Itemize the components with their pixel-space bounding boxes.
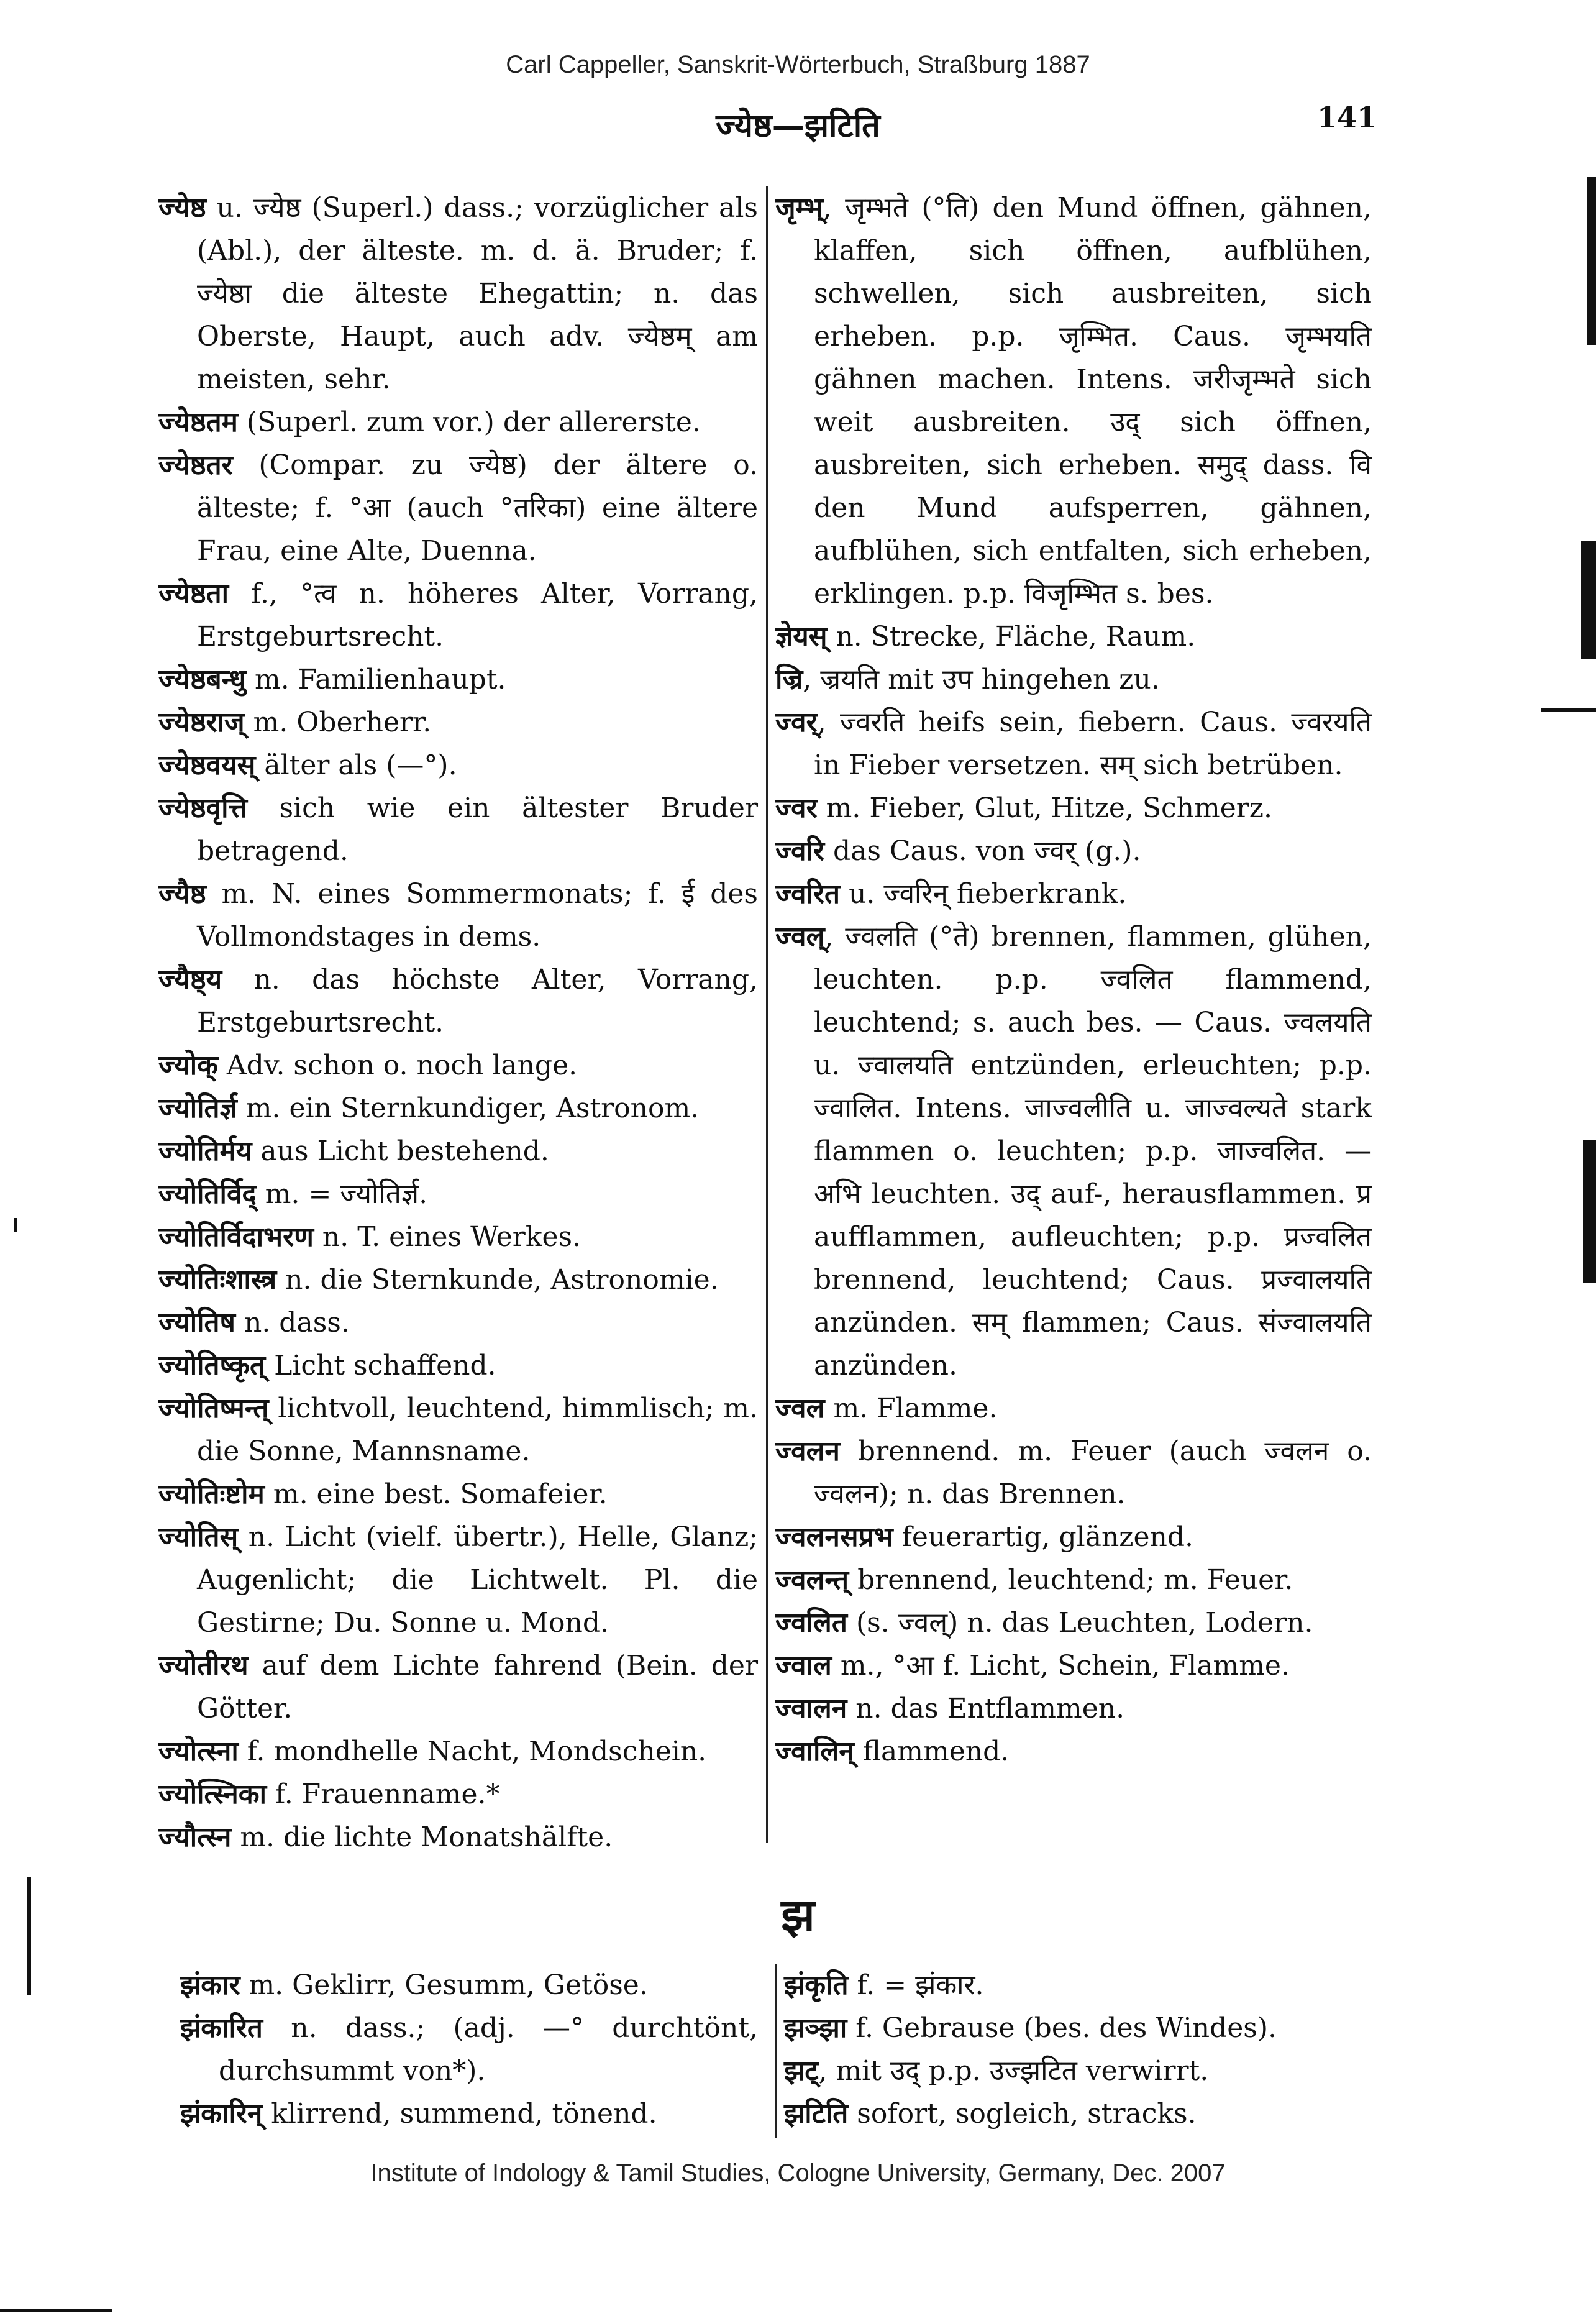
- dictionary-entry: [784, 1964, 1380, 2007]
- entry-definition: , ज्वलति (°ते) brennen, flammen, glühen, leuchten. p.p. ज्वलित flammend, leuchtend; s. auch bes. — Caus. ज्वलयति u. ज्वालयति entzünden, erleuchten; p.p. ज्वालित. Intens. जाज्वलीति u. जाज्वल्यते stark flammen o. leuchten; p.p. जाज्वलित. — अभि leuchten. उद् auf-, herausflammen. प्र aufflammen, aufleuchten; p.p. प्रज्वलित brennend, leuchtend; Caus. प्रज्वालयति anzünden. सम् flammen; Caus. संज्वालयति anzünden.: [814, 921, 1372, 1381]
- entry-definition: das Caus. von ज्वर् (g.).: [824, 835, 1141, 867]
- entry-headword: झंकारित: [180, 2012, 263, 2044]
- entry-headword: ज्योत्स्निका: [158, 1779, 267, 1810]
- dictionary-entry: [158, 1087, 758, 1130]
- margin-mark: [1581, 541, 1596, 659]
- entry-definition: m. die lichte Monatshälfte.: [231, 1821, 613, 1853]
- dictionary-entry: [158, 1044, 758, 1087]
- dictionary-entry: [775, 1644, 1372, 1687]
- entry-headword: ज्येष्ठवृत्ति: [158, 792, 247, 824]
- entry-headword: ज्येष्ठता: [158, 578, 229, 610]
- entry-definition: n. T. eines Werkes.: [313, 1221, 581, 1253]
- dictionary-entry: [158, 744, 758, 787]
- dictionary-entry: [158, 658, 758, 701]
- entry-headword: ज्योतिःष्टोम: [158, 1478, 265, 1510]
- entry-headword: ज्योत्स्ना: [158, 1736, 239, 1767]
- dictionary-entry: [158, 1816, 758, 1859]
- entry-definition: n. Licht (vielf. übertr.), Helle, Glanz; Augenlicht; die Lichtwelt. Pl. die Gestirne; Du. Sonne u. Mond.: [197, 1521, 758, 1639]
- entry-headword: झट्: [784, 2055, 819, 2087]
- entry-definition: n. dass.; (adj. —° durchtönt, durchsummt von*).: [219, 2012, 758, 2087]
- entry-headword: ज्योतिर्विद्: [158, 1178, 257, 1210]
- entry-headword: ज्वर्: [775, 707, 818, 738]
- dictionary-entry: [775, 615, 1372, 658]
- entry-headword: ज्वरित: [775, 878, 841, 910]
- section-letter: झ: [781, 1888, 815, 1941]
- entry-definition: lichtvoll, leuchtend, himmlisch; m. die Sonne, Mannsname.: [197, 1393, 758, 1467]
- entry-headword: ज्वल: [775, 1393, 825, 1424]
- entry-headword: ज्ञेयस्: [775, 621, 828, 652]
- entry-definition: , ज्रयति mit उप hingehen zu.: [803, 664, 1160, 695]
- dictionary-entry: [158, 1301, 758, 1344]
- dictionary-entry: [158, 1516, 758, 1644]
- margin-mark: [1583, 1140, 1596, 1283]
- dictionary-entry: [158, 1473, 758, 1516]
- margin-mark: [0, 2309, 112, 2312]
- entry-definition: , ज्वरति heifs sein, fiebern. Caus. ज्वरयति in Fieber versetzen. सम् sich betrüben.: [814, 707, 1372, 781]
- dictionary-entry: [775, 787, 1372, 830]
- entry-headword: ज्येष्ठ: [158, 192, 206, 224]
- entry-definition: f. Frauenname.*: [266, 1779, 500, 1810]
- entry-definition: n. Strecke, Fläche, Raum.: [827, 621, 1196, 652]
- entry-definition: (Superl. zum vor.) der allererste.: [238, 406, 701, 438]
- entry-definition: m. Geklirr, Gesumm, Getöse.: [240, 1969, 648, 2001]
- entry-definition: f. Gebrause (bes. des Windes).: [847, 2012, 1277, 2044]
- dictionary-entry: [775, 1730, 1372, 1773]
- entry-headword: ज्येष्ठतम: [158, 406, 238, 438]
- entry-definition: (Compar. zu ज्येष्ठ) der ältere o. älteste; f. °आ (auch °तरिका) eine ältere Frau, eine Alte, Duenna.: [197, 449, 758, 567]
- margin-mark: [1541, 708, 1596, 712]
- entry-definition: (s. ज्वल्) n. das Leuchten, Lodern.: [847, 1607, 1313, 1639]
- entry-headword: ज्योतिर्विदाभरण: [158, 1221, 314, 1253]
- dictionary-entry: [784, 2092, 1380, 2135]
- dictionary-entry: [775, 1387, 1372, 1430]
- entry-definition: flammend.: [854, 1736, 1010, 1767]
- entry-definition: brennend, leuchtend; m. Feuer.: [849, 1564, 1293, 1596]
- entry-definition: sich wie ein ältester Bruder betragend.: [197, 792, 758, 867]
- margin-mark: [14, 1218, 17, 1232]
- entry-definition: m. Familienhaupt.: [245, 664, 506, 695]
- entry-definition: n. das Entflammen.: [847, 1693, 1125, 1724]
- entry-headword: ज्वर: [775, 792, 818, 824]
- entry-headword: ज्योक्: [158, 1050, 218, 1081]
- dictionary-entry: [180, 2007, 758, 2092]
- dictionary-entry: [775, 830, 1372, 872]
- dictionary-entry: [775, 872, 1372, 915]
- entry-definition: m. Fieber, Glut, Hitze, Schmerz.: [817, 792, 1272, 824]
- dictionary-entry: [180, 2092, 758, 2135]
- entry-headword: झंकृति: [784, 1969, 849, 2001]
- dictionary-entry: [775, 1559, 1372, 1601]
- entry-definition: aus Licht bestehend.: [252, 1135, 549, 1167]
- entry-definition: m., °आ f. Licht, Schein, Flamme.: [831, 1650, 1290, 1682]
- dictionary-entry: [158, 872, 758, 958]
- entry-headword: ज्योतिष्मन्त्: [158, 1393, 269, 1424]
- entry-definition: auf dem Lichte fahrend (Bein. der Götter.: [197, 1650, 758, 1724]
- dictionary-entry: [158, 444, 758, 572]
- dictionary-entry: [775, 658, 1372, 701]
- entry-definition: f. = झंकार.: [848, 1969, 984, 2001]
- dictionary-entry: [158, 1130, 758, 1173]
- entry-definition: brennend. m. Feuer (auch ज्वलन o. ज्वलन); n. das Brennen.: [814, 1435, 1372, 1510]
- entry-definition: f., °त्व n. höheres Alter, Vorrang, Erstgeburtsrecht.: [197, 578, 758, 652]
- entry-definition: , जृम्भते (°ति) den Mund öffnen, gähnen, klaffen, sich öffnen, aufblühen, schwellen, sich ausbreiten, sich erheben. p.p. जृम्भित. Caus. जृम्भयति gähnen machen. Intens. जरीजृम्भते sich weit ausbreiten. उद् sich öffnen, ausbreiten, sich erheben. समुद् dass. वि den Mund aufsperren, gähnen, aufblühen, sich entfalten, sich erheben, erklingen. p.p. विजृम्भित s. bes.: [814, 192, 1372, 610]
- entry-headword: ज्वलित: [775, 1607, 847, 1639]
- running-head: ज्येष्ठ—झटिति: [716, 107, 880, 145]
- entry-headword: ज्येष्ठराज्: [158, 707, 245, 738]
- margin-mark: [1587, 177, 1596, 345]
- entry-definition: f. mondhelle Nacht, Mondschein.: [238, 1736, 707, 1767]
- entry-headword: ज्वलनसप्रभ: [775, 1521, 893, 1553]
- dictionary-entry: [775, 186, 1372, 615]
- entry-definition: u. ज्वरिन् fieberkrank.: [840, 878, 1127, 910]
- dictionary-entry: [158, 1173, 758, 1215]
- entry-definition: , mit उद् p.p. उज्झटित verwirrt.: [818, 2055, 1209, 2087]
- dictionary-entry: [775, 1601, 1372, 1644]
- dictionary-entry: [158, 1215, 758, 1258]
- footer: Institute of Indology & Tamil Studies, Cologne University, Germany, Dec. 2007: [370, 2159, 1226, 2187]
- dictionary-entry: [158, 1730, 758, 1773]
- entry-headword: ज्योतिस्: [158, 1521, 239, 1553]
- entry-definition: Adv. schon o. noch lange.: [217, 1050, 578, 1081]
- dictionary-entry: [158, 1344, 758, 1387]
- entry-headword: झंकार: [180, 1969, 240, 2001]
- dictionary-entry: [775, 1687, 1372, 1730]
- entry-headword: ज्यौत्स्न: [158, 1821, 232, 1853]
- entry-definition: m. N. eines Sommermonats; f. ई des Vollmondstages in dems.: [197, 878, 758, 953]
- entry-headword: ज्यैष्ठ्य: [158, 964, 222, 996]
- left-column: [158, 186, 758, 1859]
- entry-headword: झञ्झा: [784, 2012, 847, 2044]
- entry-headword: ज्वलन: [775, 1435, 840, 1467]
- entry-headword: ज्योतिःशास्त्र: [158, 1264, 277, 1296]
- dictionary-entry: [158, 958, 758, 1044]
- dictionary-entry: [180, 1964, 758, 2007]
- source-header: Carl Cappeller, Sanskrit-Wörterbuch, Straßburg 1887: [506, 51, 1090, 78]
- jha-column-rule: [775, 1964, 777, 2138]
- entry-headword: ज्वलन्त्: [775, 1564, 849, 1596]
- dictionary-entry: [775, 701, 1372, 787]
- entry-headword: झंकारिन्: [180, 2098, 263, 2130]
- entry-headword: ज्वल्: [775, 921, 825, 953]
- entry-definition: n. das höchste Alter, Vorrang, Erstgeburtsrecht.: [197, 964, 758, 1038]
- dictionary-entry: [158, 572, 758, 658]
- dictionary-entry: [158, 1258, 758, 1301]
- entry-definition: älter als (—°).: [255, 749, 457, 781]
- entry-definition: m. Flamme.: [824, 1393, 998, 1424]
- entry-definition: Licht schaffend.: [265, 1350, 496, 1381]
- dictionary-entry: [158, 401, 758, 444]
- entry-definition: m. ein Sternkundiger, Astronom.: [237, 1092, 700, 1124]
- entry-headword: ज्वाल: [775, 1650, 832, 1682]
- entry-headword: जृम्भ्: [775, 192, 823, 224]
- jha-left-column: [180, 1964, 758, 2135]
- entry-headword: ज्वालन: [775, 1693, 847, 1724]
- dictionary-entry: [158, 701, 758, 744]
- entry-headword: ज्वरि: [775, 835, 825, 867]
- entry-definition: sofort, sogleich, stracks.: [848, 2098, 1197, 2130]
- dictionary-entry: [784, 2049, 1380, 2092]
- dictionary-entry: [775, 1516, 1372, 1559]
- entry-definition: m. = ज्योतिर्ज्ञ.: [256, 1178, 428, 1210]
- entry-definition: u. ज्येष्ठ (Superl.) dass.; vorzüglicher als (Abl.), der älteste. m. d. ä. Bruder; f. ज्येष्ठा die älteste Ehegattin; n. das Oberste, Haupt, auch adv. ज्येष्ठम् am meisten, sehr.: [197, 192, 758, 395]
- entry-headword: झटिति: [784, 2098, 849, 2130]
- entry-headword: ज्रि: [775, 664, 803, 695]
- dictionary-entry: [158, 1644, 758, 1730]
- right-column: [775, 186, 1372, 1773]
- entry-headword: ज्येष्ठवयस्: [158, 749, 256, 781]
- entry-definition: m. Oberherr.: [244, 707, 432, 738]
- dictionary-entry: [158, 1773, 758, 1816]
- dictionary-entry: [158, 1387, 758, 1473]
- entry-headword: ज्यैष्ठ: [158, 878, 206, 910]
- entry-headword: ज्येष्ठतर: [158, 449, 233, 481]
- margin-mark: [27, 1877, 31, 1995]
- entry-headword: ज्योतिष्कृत्: [158, 1350, 266, 1381]
- entry-definition: n. die Sternkunde, Astronomie.: [276, 1264, 719, 1296]
- entry-headword: ज्योतीरथ: [158, 1650, 249, 1682]
- entry-definition: m. eine best. Somafeier.: [264, 1478, 608, 1510]
- page-number: 141: [1317, 101, 1377, 134]
- dictionary-entry: [784, 2007, 1380, 2049]
- dictionary-entry: [158, 186, 758, 401]
- entry-headword: ज्योतिर्ज्ञ: [158, 1092, 237, 1124]
- dictionary-entry: [775, 1430, 1372, 1516]
- entry-headword: ज्वालिन्: [775, 1736, 854, 1767]
- entry-definition: n. dass.: [235, 1307, 350, 1339]
- entry-headword: ज्योतिष: [158, 1307, 235, 1339]
- column-rule: [766, 186, 768, 1843]
- jha-right-column: [784, 1964, 1380, 2135]
- entry-definition: klirrend, summend, tönend.: [262, 2098, 657, 2130]
- dictionary-entry: [775, 915, 1372, 1387]
- dictionary-entry: [158, 787, 758, 872]
- entry-definition: feuerartig, glänzend.: [893, 1521, 1194, 1553]
- entry-headword: ज्येष्ठबन्धु: [158, 664, 246, 695]
- entry-headword: ज्योतिर्मय: [158, 1135, 252, 1167]
